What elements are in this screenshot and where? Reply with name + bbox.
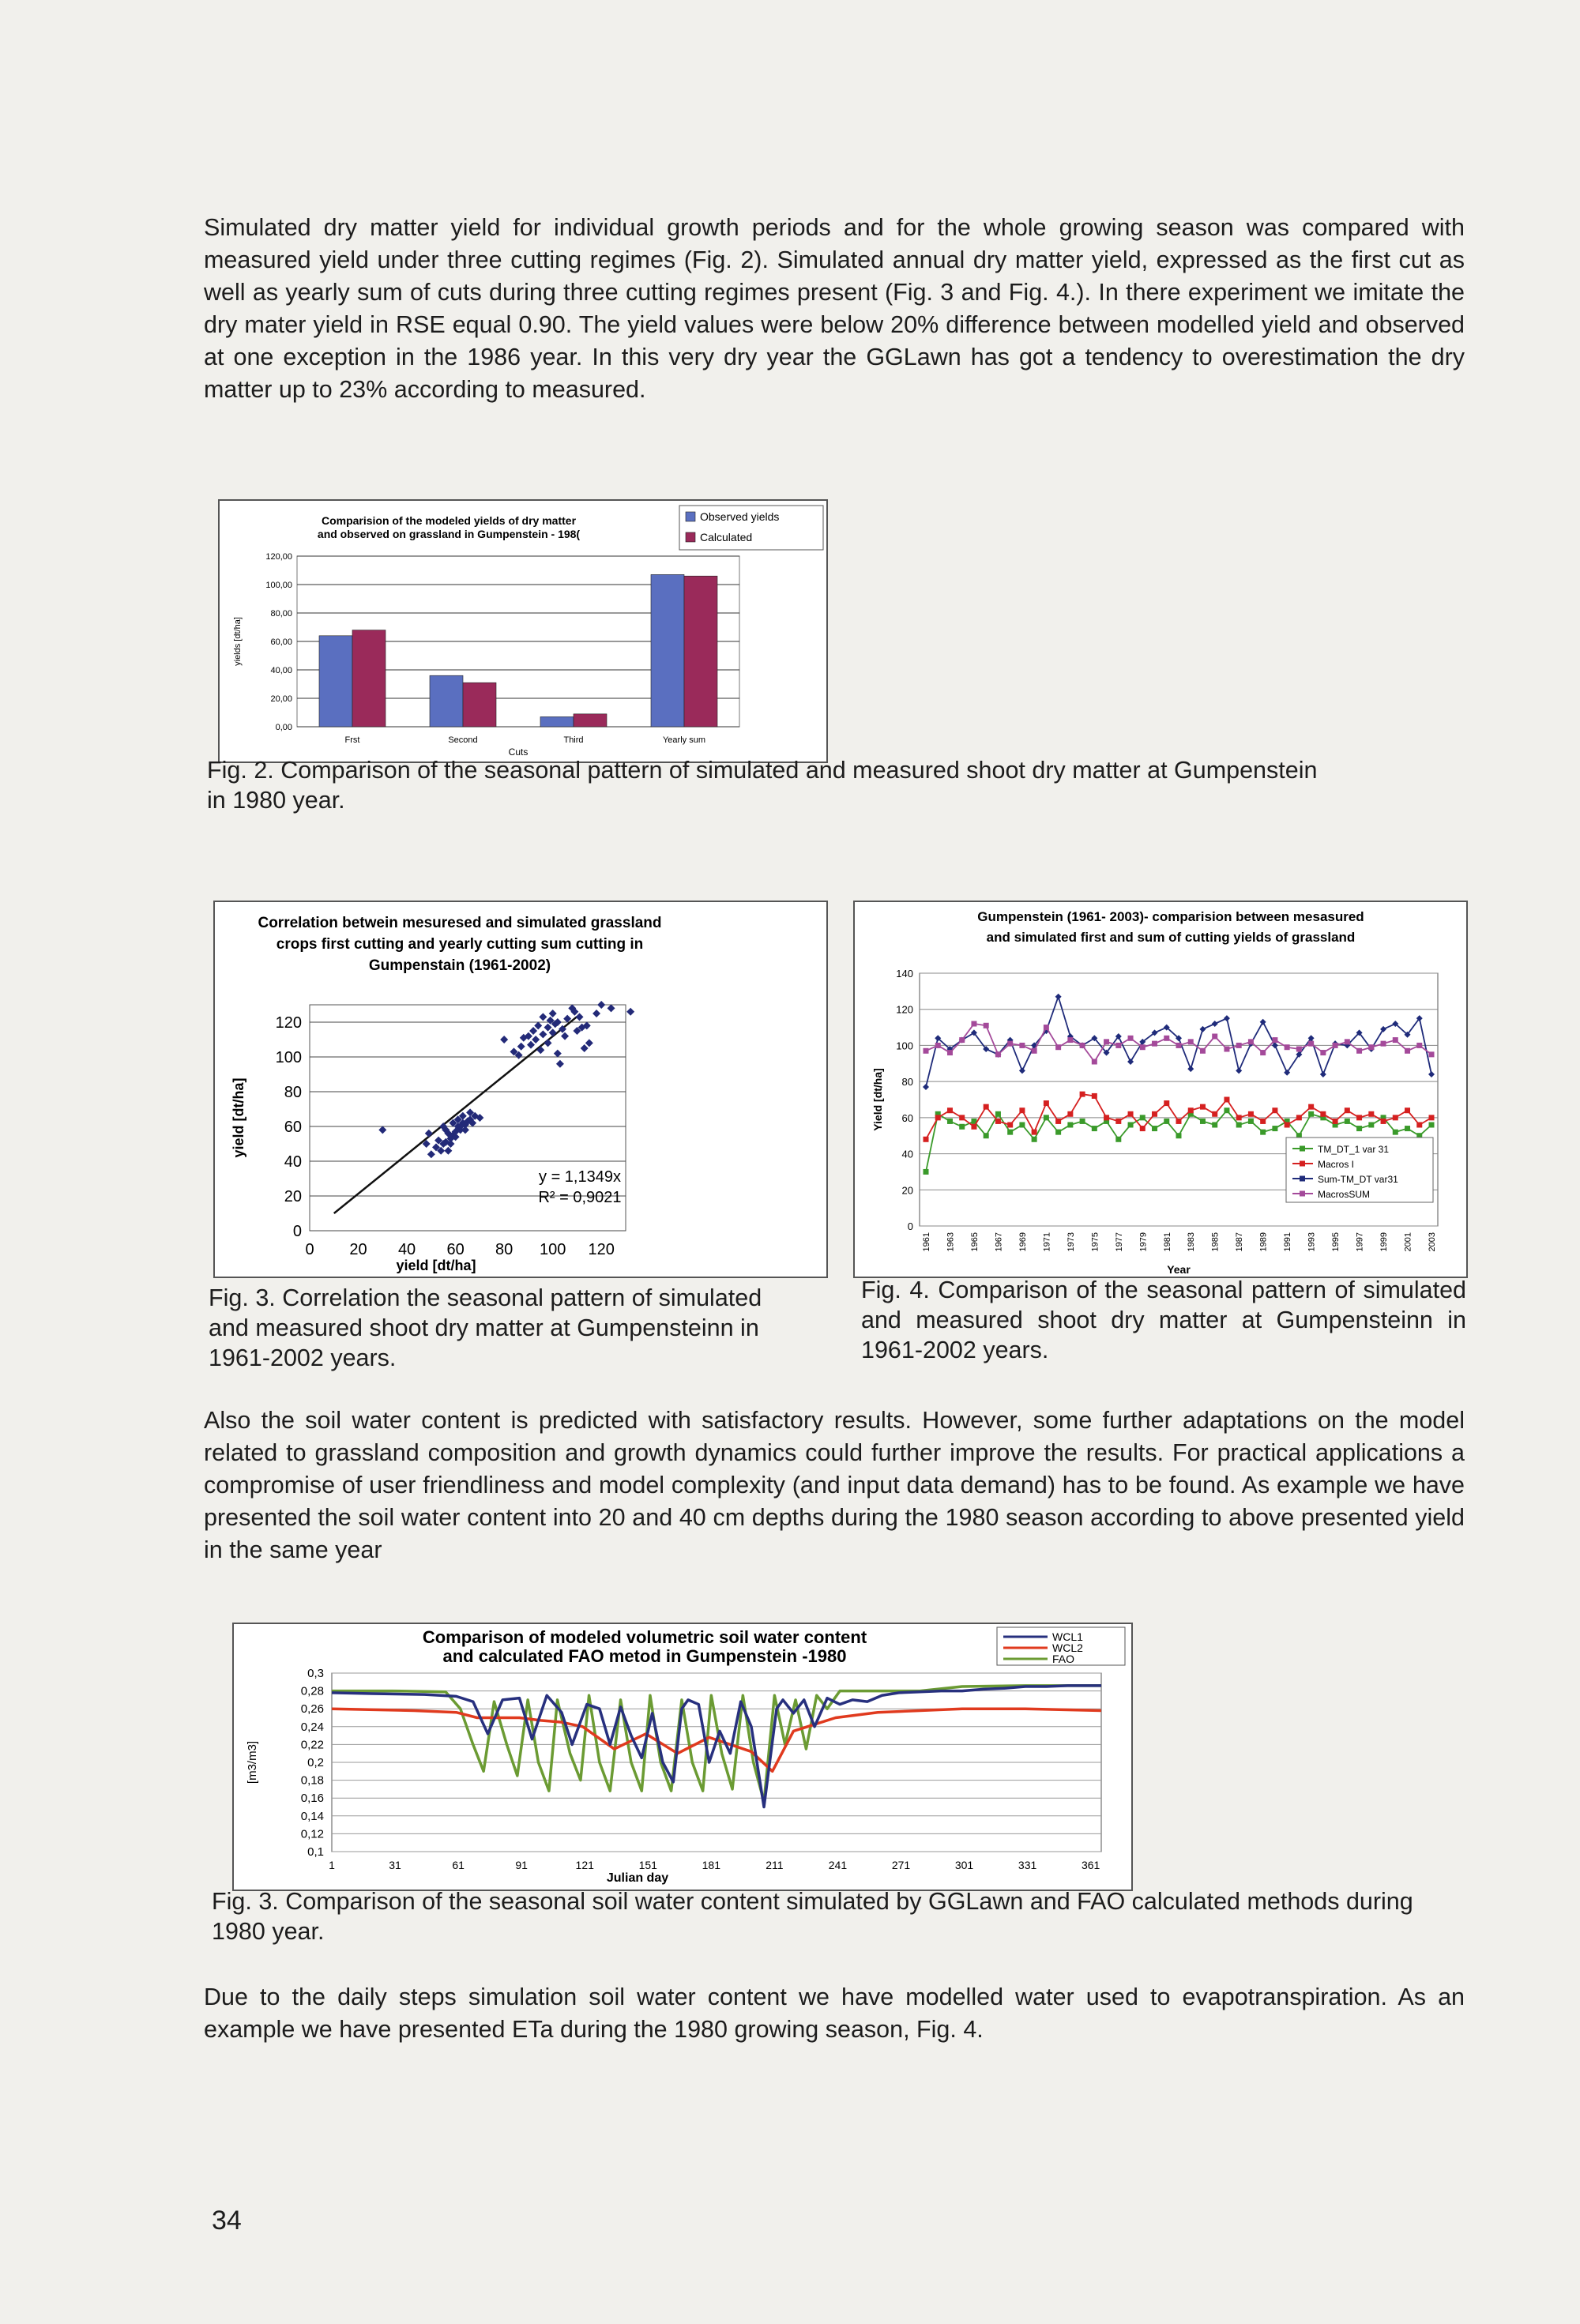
fig5-title-line: and calculated FAO metod in Gumpenstein -1980: [442, 1646, 847, 1666]
fig5-legend-label: FAO: [1052, 1653, 1075, 1665]
fig4-point: [1115, 1043, 1121, 1048]
fig4-point: [1188, 1107, 1194, 1113]
fig3-ytick-label: 100: [275, 1049, 302, 1066]
fig4-point: [1393, 1115, 1398, 1120]
fig2-ytick-label: 0,00: [275, 723, 292, 732]
fig4-point: [1260, 1130, 1266, 1135]
fig4-point: [959, 1124, 965, 1130]
fig4-point: [1333, 1043, 1338, 1048]
fig4-point: [1320, 1050, 1326, 1055]
fig5-chart-svg: [234, 1624, 1131, 1890]
caption-fig4: Fig. 4. Comparison of the seasonal pattern of simulated and measured shoot dry matter at Gumpensteinn in 1961-2002 years.: [861, 1277, 1466, 1363]
fig2-category-label: Second: [448, 735, 478, 745]
fig3-ytick-label: 0: [292, 1223, 302, 1240]
fig4-point: [1067, 1111, 1073, 1117]
fig4-point: [1224, 1047, 1229, 1052]
fig4-legend-marker: [1300, 1146, 1305, 1152]
fig4-point: [1176, 1133, 1182, 1138]
fig4-point: [971, 1021, 976, 1027]
fig4-point: [1368, 1111, 1374, 1117]
fig5-ytick-label: 0,3: [307, 1667, 324, 1680]
fig5-xtick-label: 271: [891, 1859, 911, 1871]
fig4-point: [924, 1137, 929, 1142]
fig4-xtick-label: 1971: [1042, 1232, 1052, 1252]
fig4-legend-marker: [1300, 1176, 1305, 1182]
fig4-point: [1248, 1119, 1254, 1124]
fig2-ytick-label: 80,00: [270, 609, 292, 619]
fig2-legend-swatch: [686, 512, 695, 521]
fig2-category-label: Third: [563, 735, 584, 745]
fig3-chart-svg: [215, 902, 826, 1277]
fig4-point: [1248, 1111, 1254, 1117]
fig5-ytick-label: 0,14: [300, 1809, 324, 1823]
fig4-point: [1333, 1119, 1338, 1124]
caption-fig3: Fig. 3. Correlation the seasonal pattern of simulated and measured shoot dry matter at Gumpensteinn in 1961-2002 years.: [209, 1284, 762, 1371]
fig4-chart-svg: [855, 902, 1466, 1277]
fig4-xtick-label: 1969: [1018, 1232, 1028, 1252]
caption-fig2: Fig. 2. Comparison of the seasonal pattern of simulated and measured shoot dry matter at Gumpenstein in 1980 year.: [207, 757, 1318, 814]
fig4-point: [1055, 1130, 1061, 1135]
fig4-point: [1128, 1123, 1134, 1128]
fig4-point: [1115, 1119, 1121, 1124]
fig5-ytick-label: 0,26: [300, 1702, 324, 1717]
fig4-point: [1356, 1048, 1362, 1054]
fig4-point: [1224, 1097, 1229, 1103]
fig3-title-line: crops first cutting and yearly cutting sum cutting in: [276, 936, 644, 953]
fig4-point: [1393, 1037, 1398, 1043]
fig4-point: [1019, 1107, 1025, 1113]
fig5-xtick-label: 301: [954, 1859, 974, 1871]
fig4-xtick-label: 1999: [1379, 1232, 1390, 1252]
fig4-xtick-label: 1997: [1355, 1232, 1365, 1252]
fig4-ylabel: Yield [dt/ha]: [871, 1068, 884, 1131]
fig4-point: [1188, 1039, 1194, 1044]
fig3-xtick-label: 20: [349, 1241, 367, 1258]
fig4-xtick-label: 1989: [1258, 1232, 1269, 1252]
fig4-point: [1296, 1047, 1302, 1052]
fig4-title-line: and simulated first and sum of cutting yields of grassland: [986, 930, 1356, 945]
fig4-point: [1007, 1041, 1013, 1047]
fig4-ytick-label: 20: [901, 1184, 913, 1197]
fig4-point: [1224, 1107, 1229, 1113]
fig4-point: [1128, 1036, 1134, 1041]
fig4-point: [1405, 1048, 1410, 1054]
fig2-bar: [352, 630, 386, 727]
fig4-point: [1067, 1037, 1073, 1043]
fig5-xtick-label: 331: [1018, 1859, 1037, 1871]
fig4-xtick-label: 1965: [969, 1232, 980, 1252]
fig5-xtick-label: 211: [766, 1859, 784, 1871]
fig4-point: [1044, 1100, 1049, 1106]
fig4-xtick-label: 1993: [1307, 1232, 1317, 1252]
fig4-point: [1368, 1123, 1374, 1128]
fig4-point: [1296, 1115, 1302, 1120]
figure-5-soil-water-chart: [232, 1623, 1133, 1891]
fig4-point: [1200, 1104, 1206, 1110]
fig4-point: [959, 1037, 965, 1043]
fig4-point: [984, 1133, 989, 1138]
fig4-point: [1308, 1041, 1314, 1047]
fig4-point: [1055, 1119, 1061, 1124]
fig2-legend-label: Calculated: [700, 531, 753, 543]
fig4-point: [995, 1051, 1001, 1057]
caption-fig5: Fig. 3. Comparison of the seasonal soil water content simulated by GGLawn and FAO calculated methods during 1980 year.: [212, 1888, 1413, 1945]
fig4-point: [1272, 1126, 1277, 1131]
fig4-point: [1044, 1115, 1049, 1120]
fig4-legend-label: TM_DT_1 var 31: [1318, 1144, 1390, 1155]
fig4-xlabel: Year: [1167, 1263, 1191, 1276]
fig4-legend-label: Macros I: [1318, 1159, 1355, 1170]
paragraph-2: Also the soil water content is predicted with satisfactory results. However, some further adaptations on the model related to grassland composition and growth dynamics could further improve the results. For practical applications a compromise of user friendliness and model complexity (and input data demand) has to be found. As example we have presented the soil water content into 20 and 40 cm depths during the 1980 season according to above presented yield in the same year: [204, 1407, 1465, 1563]
fig4-point: [1381, 1041, 1386, 1047]
fig4-xtick-label: 1981: [1162, 1232, 1172, 1252]
fig4-xtick-label: 1987: [1235, 1232, 1245, 1252]
fig4-xtick-label: 2001: [1403, 1232, 1413, 1252]
fig4-point: [924, 1169, 929, 1175]
fig4-point: [1007, 1130, 1013, 1135]
fig4-xtick-label: 1961: [922, 1232, 931, 1252]
fig3-xtick-label: 0: [305, 1241, 314, 1258]
fig2-bar: [574, 714, 607, 727]
fig4-point: [1019, 1043, 1025, 1048]
fig4-point: [1272, 1037, 1277, 1043]
fig5-ytick-label: 0,28: [300, 1684, 324, 1698]
fig4-point: [984, 1104, 989, 1110]
fig2-bar: [319, 636, 352, 727]
fig4-point: [1140, 1126, 1146, 1131]
fig4-ytick-label: 80: [901, 1076, 913, 1089]
fig4-point: [947, 1119, 953, 1124]
fig4-point: [1176, 1043, 1182, 1048]
fig3-point: [626, 1008, 634, 1016]
fig2-ytick-label: 20,00: [270, 694, 292, 704]
fig3-ylabel: yield [dt/ha]: [231, 1077, 246, 1158]
fig4-xtick-label: 1973: [1066, 1232, 1076, 1252]
fig4-point: [1092, 1093, 1097, 1099]
fig2-chart-svg: [220, 501, 826, 762]
fig4-point: [984, 1023, 989, 1029]
fig4-xtick-label: 2003: [1428, 1232, 1437, 1252]
fig4-point: [1115, 1137, 1121, 1142]
fig3-ytick-label: 20: [284, 1188, 302, 1205]
fig4-point: [1032, 1137, 1037, 1142]
fig3-ytick-label: 60: [284, 1119, 302, 1136]
fig4-xtick-label: 1995: [1331, 1232, 1341, 1252]
fig4-point: [1164, 1100, 1169, 1106]
fig4-point: [1152, 1041, 1157, 1047]
page-number: 34: [212, 2206, 242, 2236]
fig4-point: [1140, 1044, 1146, 1050]
fig3-xtick-label: 40: [397, 1241, 416, 1258]
fig4-point: [1405, 1107, 1410, 1113]
fig4-point: [1260, 1050, 1266, 1055]
fig3-title-line: Correlation betwein mesuresed and simulated grassland: [258, 915, 662, 931]
fig4-ytick-label: 120: [896, 1003, 913, 1016]
fig4-point: [1260, 1119, 1266, 1124]
fig5-xtick-label: 91: [515, 1859, 528, 1871]
fig4-point: [1212, 1111, 1217, 1117]
fig4-point: [1067, 1123, 1073, 1128]
fig2-title-line: Comparision of the modeled yields of dry matter: [321, 514, 577, 527]
fig4-xtick-label: 1975: [1090, 1232, 1100, 1252]
fig4-point: [1236, 1115, 1242, 1120]
fig4-point: [1429, 1051, 1435, 1057]
fig4-point: [1393, 1130, 1398, 1135]
fig4-xtick-label: 1963: [946, 1232, 956, 1252]
fig5-xtick-label: 61: [452, 1859, 465, 1871]
fig4-point: [1416, 1123, 1422, 1128]
fig4-point: [1019, 1123, 1025, 1128]
fig4-point: [1429, 1123, 1435, 1128]
fig5-xtick-label: 1: [329, 1859, 335, 1871]
fig4-point: [1152, 1111, 1157, 1117]
fig4-ytick-label: 60: [901, 1111, 913, 1124]
fig2-bar: [651, 574, 684, 727]
fig2-bar: [684, 576, 717, 727]
fig4-legend-marker: [1300, 1191, 1305, 1197]
fig4-xtick-label: 1977: [1114, 1232, 1124, 1252]
fig2-ytick-label: 120,00: [265, 552, 292, 562]
fig5-ytick-label: 0,12: [300, 1827, 324, 1841]
fig2-bar: [463, 683, 496, 727]
fig2-xlabel: Cuts: [508, 746, 529, 758]
fig4-legend-marker: [1300, 1161, 1305, 1167]
fig4-point: [1032, 1048, 1037, 1054]
fig4-point: [1128, 1111, 1134, 1117]
fig4-point: [1345, 1119, 1350, 1124]
fig4-point: [1104, 1115, 1109, 1120]
figure-2-bar-chart: [218, 499, 828, 763]
fig4-point: [1381, 1119, 1386, 1124]
fig4-point: [1212, 1123, 1217, 1128]
fig5-xtick-label: 31: [389, 1859, 401, 1871]
fig4-point: [1164, 1036, 1169, 1041]
fig2-category-label: Frst: [344, 735, 360, 745]
fig5-legend-label: WCL1: [1052, 1630, 1083, 1643]
fig4-point: [1200, 1119, 1206, 1124]
fig3-xtick-label: 80: [495, 1241, 514, 1258]
fig2-bar: [430, 675, 463, 727]
fig4-point: [1080, 1119, 1085, 1124]
fig2-title-line: and observed on grassland in Gumpenstein - 198(: [317, 528, 581, 540]
fig4-point: [1272, 1107, 1277, 1113]
fig4-point: [1176, 1119, 1182, 1124]
fig4-point: [1356, 1115, 1362, 1120]
fig4-point: [1092, 1059, 1097, 1065]
fig4-point: [947, 1050, 953, 1055]
fig4-point: [1320, 1111, 1326, 1117]
fig4-legend-label: MacrosSUM: [1318, 1189, 1371, 1200]
fig4-point: [1104, 1039, 1109, 1044]
fig4-point: [1236, 1043, 1242, 1048]
fig2-category-label: Yearly sum: [662, 735, 706, 745]
fig4-point: [1080, 1043, 1085, 1048]
fig4-xtick-label: 1979: [1138, 1232, 1149, 1252]
fig4-point: [1345, 1039, 1350, 1044]
fig4-point: [1055, 1044, 1061, 1050]
fig4-xtick-label: 1967: [994, 1232, 1004, 1252]
fig4-xtick-label: 1983: [1187, 1232, 1197, 1252]
fig5-xtick-label: 241: [828, 1859, 848, 1871]
fig4-point: [1368, 1044, 1374, 1050]
fig4-point: [1044, 1025, 1049, 1030]
fig4-point: [1152, 1126, 1157, 1131]
fig3-ytick-label: 80: [284, 1084, 302, 1101]
fig4-point: [995, 1111, 1001, 1117]
fig4-point: [1200, 1048, 1206, 1054]
fig3-xlabel: yield [dt/ha]: [396, 1258, 476, 1273]
fig5-xlabel: Julian day: [606, 1871, 669, 1885]
fig4-point: [1308, 1104, 1314, 1110]
fig2-ylabel: yields [dt/ha]: [233, 617, 243, 666]
fig4-legend-label: Sum-TM_DT var31: [1318, 1174, 1398, 1185]
fig4-ytick-label: 40: [901, 1148, 913, 1160]
fig5-xtick-label: 181: [702, 1859, 721, 1871]
fig4-point: [1416, 1043, 1422, 1048]
fig4-point: [1285, 1123, 1290, 1128]
fig5-xtick-label: 361: [1081, 1859, 1100, 1871]
fig4-ytick-label: 0: [907, 1220, 913, 1232]
fig4-point: [1212, 1034, 1217, 1040]
fig4-point: [1032, 1130, 1037, 1135]
fig5-ytick-label: 0,2: [307, 1756, 324, 1769]
fig2-legend-label: Observed yields: [700, 510, 780, 523]
fig4-ytick-label: 140: [896, 968, 913, 980]
figure-3-scatter-chart: [213, 901, 828, 1278]
fig4-point: [935, 1115, 941, 1120]
fig3-xtick-label: 60: [446, 1241, 465, 1258]
fig3-equation: y = 1,1349x: [539, 1168, 621, 1186]
fig5-legend-label: WCL2: [1052, 1641, 1083, 1654]
fig5-xtick-label: 151: [638, 1859, 657, 1871]
fig3-xtick-label: 100: [540, 1241, 566, 1258]
figure-4-line-chart: [853, 901, 1468, 1278]
paragraph-1: Simulated dry matter yield for individual growth periods and for the whole growing season was compared with measured yield under three cutting regimes (Fig. 2). Simulated annual dry matter yield, expressed as the first cut as well as yearly sum of cuts during three cutting regimes present (Fig. 3 and Fig. 4.). In there experiment we imitate the dry mater yield in RSE equal 0.90. The yield values were below 20% difference between modelled yield and observed at one exception in the 1986 year. In this very dry year the GGLawn has got a tendency to overestimation the dry matter up to 23% according to measured.: [204, 214, 1465, 403]
fig5-ytick-label: 0,18: [300, 1773, 324, 1788]
fig4-point: [924, 1048, 929, 1054]
fig2-ytick-label: 60,00: [270, 637, 292, 647]
fig4-point: [1092, 1126, 1097, 1131]
fig5-ytick-label: 0,1: [307, 1845, 324, 1859]
fig4-xtick-label: 1985: [1210, 1232, 1221, 1252]
fig4-point: [1356, 1126, 1362, 1131]
fig3-ytick-label: 120: [275, 1014, 302, 1032]
fig4-point: [1405, 1126, 1410, 1131]
fig2-bar: [540, 716, 574, 727]
fig4-point: [995, 1119, 1001, 1124]
fig4-point: [1164, 1119, 1169, 1124]
fig4-ytick-label: 100: [896, 1040, 913, 1052]
fig5-ytick-label: 0,24: [300, 1720, 324, 1734]
fig4-point: [1236, 1123, 1242, 1128]
fig3-xtick-label: 120: [588, 1241, 615, 1258]
fig4-point: [1345, 1107, 1350, 1113]
fig5-ytick-label: 0,16: [300, 1792, 324, 1806]
fig3-title-line: Gumpenstain (1961-2002): [368, 957, 551, 974]
fig2-ytick-label: 100,00: [265, 581, 292, 590]
fig4-point: [971, 1124, 976, 1130]
fig4-point: [1248, 1039, 1254, 1044]
fig4-point: [1308, 1111, 1314, 1117]
fig4-point: [959, 1115, 965, 1120]
fig3-ytick-label: 40: [284, 1153, 302, 1171]
fig5-ylabel: [m3/m3]: [246, 1740, 259, 1784]
fig4-point: [1140, 1115, 1146, 1120]
fig2-ytick-label: 40,00: [270, 666, 292, 675]
fig4-title-line: Gumpenstein (1961- 2003)- comparision between mesasured: [977, 909, 1364, 924]
fig4-xtick-label: 1991: [1283, 1232, 1293, 1252]
fig4-point: [1007, 1123, 1013, 1128]
fig5-xtick-label: 121: [575, 1859, 594, 1871]
fig4-point: [947, 1107, 953, 1113]
fig4-point: [1080, 1092, 1085, 1097]
paragraph-3: Due to the daily steps simulation soil water content we have modelled water used to evapotranspiration. As an example we have presented ETa during the 1980 growing season, Fig. 4.: [204, 1984, 1465, 2043]
fig4-point: [1429, 1115, 1435, 1120]
fig3-r2: R² = 0,9021: [538, 1189, 622, 1206]
fig5-ytick-label: 0,22: [300, 1738, 324, 1752]
fig4-point: [935, 1043, 941, 1048]
fig5-title-line: Comparison of modeled volumetric soil water content: [422, 1627, 867, 1647]
fig4-point: [1285, 1044, 1290, 1050]
fig2-legend-swatch: [686, 532, 695, 542]
